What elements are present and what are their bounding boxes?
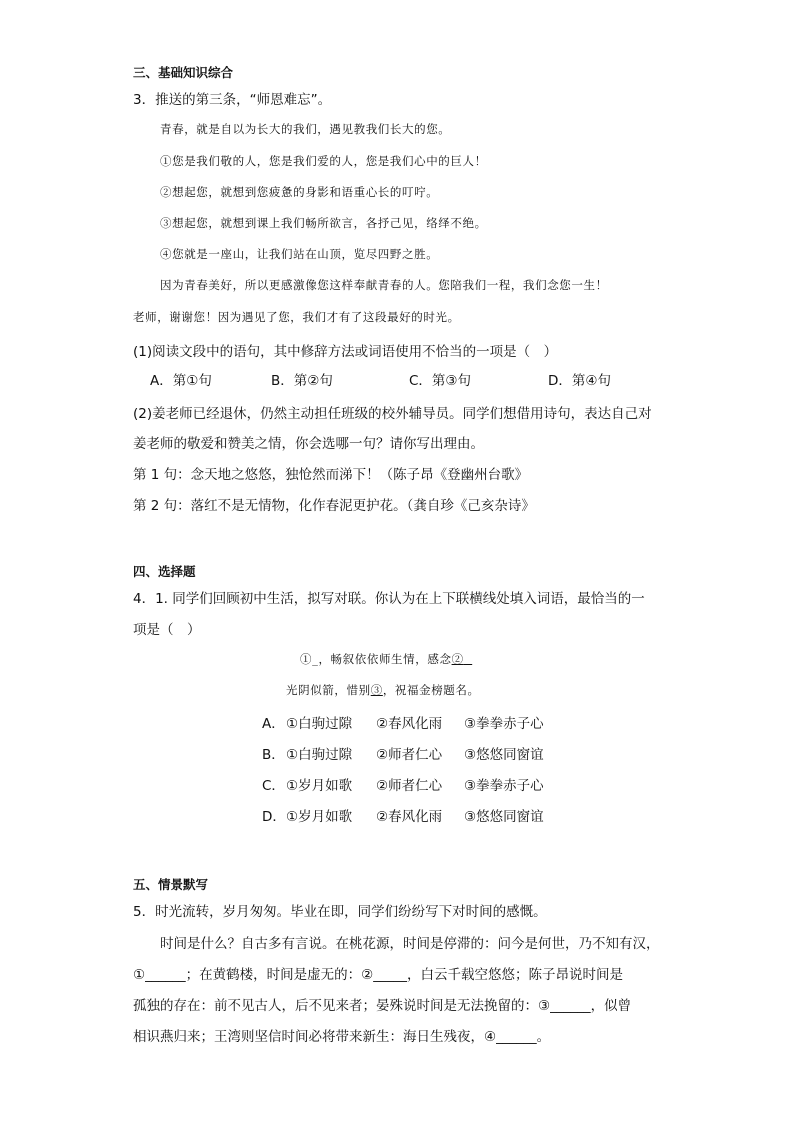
choice-row bbox=[262, 743, 544, 763]
passage-line: ③想起您，就想到课上我们畅所欲言，各抒己见，络绎不绝。 bbox=[160, 216, 487, 230]
passage-line: ①您是我们敬的人，您是我们爱的人，您是我们心中的巨人！ bbox=[160, 154, 487, 168]
question-4: 4．1. 同学们回顾初中生活，拟写对联。你认为在上下联横线处填入词语，最恰当的一 bbox=[133, 591, 645, 607]
passage-line: 青春，就是自以为长大的我们，遇见教我们长大的您。 bbox=[160, 122, 451, 136]
passage-line: ②想起您，就想到您疲惫的身影和语重心长的叮咛。 bbox=[160, 185, 439, 199]
choice-item: ②师者仁心 bbox=[376, 778, 443, 794]
poem-line-2: 第 2 句：落红不是无情物，化作春泥更护花。（龚自珍《己亥杂诗》 bbox=[133, 498, 535, 514]
couplet-text: 光阴似箭，惜别 bbox=[286, 683, 371, 697]
section-3-heading: 三、基础知识综合 bbox=[133, 65, 234, 80]
option-c: C．第③句 bbox=[409, 373, 472, 389]
choice-label: D． bbox=[262, 809, 286, 825]
choice-label: C． bbox=[262, 778, 285, 794]
choice-row bbox=[262, 774, 544, 794]
passage-line: ④您就是一座山，让我们站在山顶，览尽四野之胜。 bbox=[160, 247, 439, 261]
poem-line-1: 第 1 句：念天地之悠悠，独怆然而涕下！（陈子昂《登幽州台歌》 bbox=[133, 467, 529, 483]
question-3: 3．推送的第三条，“师恩难忘”。 bbox=[133, 92, 332, 108]
fill-line: 孤独的存在：前不见古人，后不见来者；晏殊说时间是无法挽留的：③______，似曾 bbox=[133, 998, 632, 1014]
question-3-2: (2)姜老师已经退休，仍然主动担任班级的校外辅导员。同学们想借用诗句，表达自己对 bbox=[133, 406, 652, 422]
couplet-text: ①_，畅叙依依师生情，感念 bbox=[300, 652, 452, 666]
choice-item: ②师者仁心 bbox=[376, 747, 443, 763]
choice-item: ②春风化雨 bbox=[376, 809, 443, 825]
choice-item: ②春风化雨 bbox=[376, 716, 443, 732]
question-4: 项是（ ） bbox=[133, 622, 201, 638]
choice-item: ①白驹过隙 bbox=[286, 747, 353, 763]
question-3-2: 姜老师的敬爱和赞美之情，你会选哪一句？请你写出理由。 bbox=[133, 436, 484, 452]
choice-item: ③拳拳赤子心 bbox=[464, 778, 544, 794]
question-3-1: (1)阅读文段中的语句，其中修辞方法或词语使用不恰当的一项是（ ） bbox=[133, 344, 558, 360]
section-4-heading: 四、选择题 bbox=[133, 564, 196, 579]
section-5-heading: 五、情景默写 bbox=[133, 877, 209, 892]
choice-item: ①白驹过隙 bbox=[286, 716, 353, 732]
couplet-line-2 bbox=[286, 682, 480, 698]
passage-line: 老师，谢谢您！因为遇见了您，我们才有了这段最好的时光。 bbox=[133, 310, 460, 324]
choice-row bbox=[262, 805, 544, 825]
choice-item: ①岁月如歌 bbox=[286, 778, 353, 794]
choice-label: B． bbox=[262, 747, 285, 763]
option-d: D．第④句 bbox=[548, 373, 611, 389]
choice-label: A． bbox=[262, 716, 285, 732]
choice-item: ③悠悠同窗谊 bbox=[464, 809, 544, 825]
choice-item: ③悠悠同窗谊 bbox=[464, 747, 544, 763]
choice-item: ③拳拳赤子心 bbox=[464, 716, 544, 732]
choice-item: ①岁月如歌 bbox=[286, 809, 353, 825]
couplet-blank: ② bbox=[451, 652, 464, 666]
choice-row bbox=[262, 712, 544, 732]
fill-line: ①______；在黄鹤楼，时间是虚无的：②_____，白云千载空悠悠；陈子昂说时间是 bbox=[133, 967, 623, 983]
passage-line: 因为青春美好，所以更感激像您这样奉献青春的人。您陪我们一程，我们念您一生！ bbox=[160, 278, 608, 292]
fill-line: 相识燕归来；王湾则坚信时间必将带来新生：海日生残夜，④______。 bbox=[133, 1029, 551, 1045]
option-a: A．第①句 bbox=[150, 373, 212, 389]
question-5: 5．时光流转，岁月匆匆。毕业在即，同学们纷纷写下对时间的感慨。 bbox=[133, 904, 547, 920]
option-b: B．第②句 bbox=[271, 373, 333, 389]
couplet-line-1 bbox=[300, 651, 472, 667]
fill-line: 时间是什么？自古多有言说。在桃花源，时间是停滞的：问今是何世，乃不知有汉， bbox=[160, 936, 660, 952]
couplet-blank: ③ bbox=[370, 683, 383, 697]
couplet-text: ，祝福金榜题名。 bbox=[382, 683, 480, 697]
